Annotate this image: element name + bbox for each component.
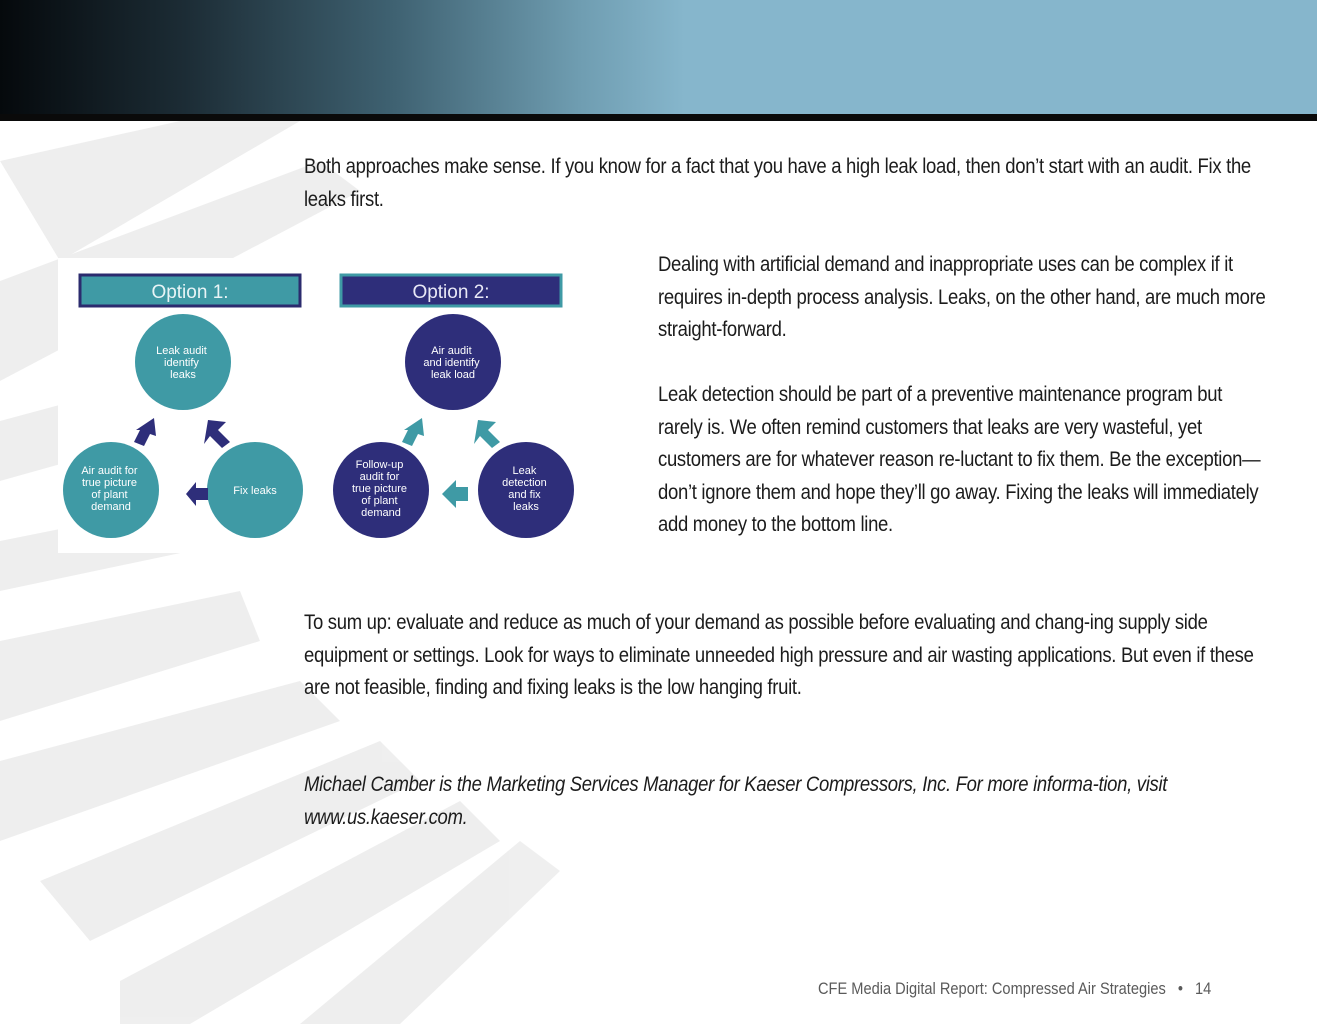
page-footer <box>818 979 1211 999</box>
page-number: 14 <box>1194 979 1212 998</box>
option-2-node-follow-up-label: Follow-up audit for true picture of plant demand <box>351 459 407 519</box>
footer-bullet: • <box>1177 979 1183 998</box>
author-bio: Michael Camber is the Marketing Services Manager for Kaeser Compressors, Inc. For more informa-tion, visit www.us.kaeser.com. <box>304 772 1168 829</box>
option-1-node-air-audit-label: Air audit for true picture of plant demand <box>81 465 138 513</box>
option-1-node-audit-label: Leak audit identify leaks <box>156 345 207 381</box>
leak-options-diagram <box>58 258 598 553</box>
option-2-node-audit-label: Air audit and identify leak load <box>423 345 480 381</box>
footer-title: CFE Media Digital Report: Compressed Air Strategies <box>818 979 1166 998</box>
option-2-title: Option 2: <box>412 282 490 303</box>
option-1-node-fix-label: Fix leaks <box>233 485 277 497</box>
header-band <box>0 0 1317 114</box>
artificial-demand-paragraph: Dealing with artificial demand and inappropriate uses can be complex if it requires in-depth process analysis. Leaks, on the other hand, are much more straight-forward. <box>658 252 1266 341</box>
intro-paragraph: Both approaches make sense. If you know for a fact that you have a high leak load, then don’t start with an audit. Fix the leaks first. <box>304 154 1251 211</box>
leak-detection-paragraph: Leak detection should be part of a preventive maintenance program but rarely is. We often remind customers that leaks are very wasteful, yet customers are for whatever reason re-luctant to fix them. Be the exception—don’t ignore them and hope they’ll go away. Fixing the leaks will immediately add money to the bottom line. <box>658 382 1261 536</box>
header-rule <box>0 114 1317 121</box>
option-1-title: Option 1: <box>151 282 229 303</box>
option-2-node-detection-label: Leak detection and fix leaks <box>502 465 547 513</box>
background-watermark <box>0 121 700 1024</box>
summary-paragraph: To sum up: evaluate and reduce as much of your demand as possible before evaluating and chang-ing supply side equipment or settings. Look for ways to eliminate unneeded high pressure and air wasting applications. But even if these are not feasible, finding and fixing leaks is the low hanging fruit. <box>304 610 1254 699</box>
